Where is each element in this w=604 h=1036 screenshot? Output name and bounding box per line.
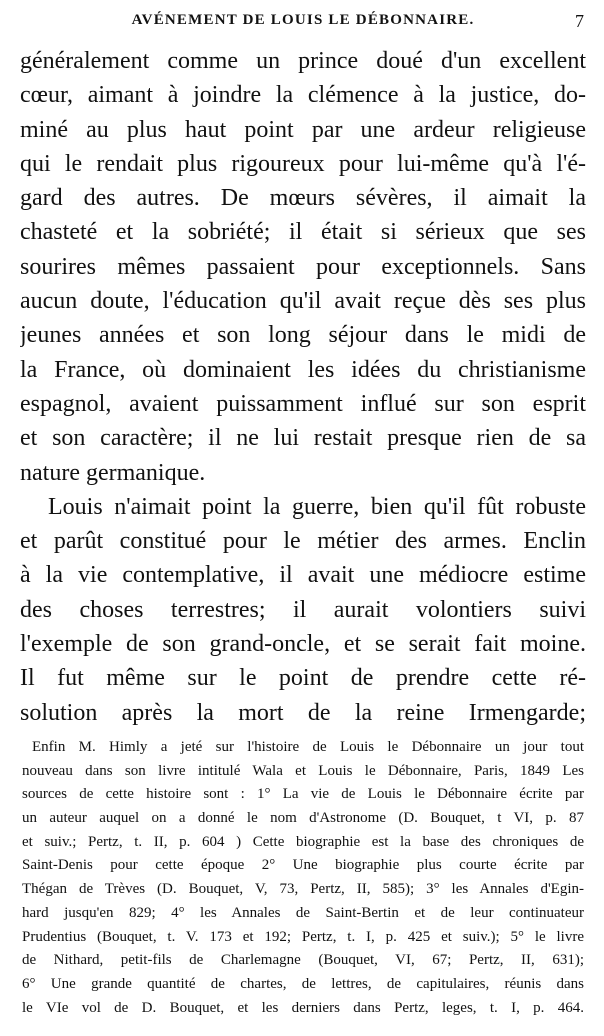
footnote-line: Prudentius (Bouquet, t. V. 173 et 192; Pertz, t. I, p. 425 et suiv.); 5° le livre: [22, 928, 584, 945]
footnote-line: Enfin M. Himly a jeté sur l'histoire de Louis le Débonnaire un jour tout: [32, 739, 584, 755]
footnote-line: Thégan de Trèves (D. Bouquet, V, 73, Pertz, II, 585); 3° les Annales d'Egin-: [22, 881, 584, 898]
body-line-paragraph-start: Louis n'aimait point la guerre, bien qu'il fût robuste: [48, 493, 586, 520]
body-line: aucun doute, l'éducation qu'il avait reçue dès ses plus: [20, 288, 586, 315]
body-line: l'exemple de son grand-oncle, et se serait fait moine.: [20, 631, 586, 658]
footnote-line: un auteur auquel on a donné le nom d'Astronome (D. Bouquet, t VI, p. 87: [22, 810, 584, 827]
footnote-line: sources de cette histoire sont : 1° La vie de Louis le Débonnaire écrite par: [22, 786, 584, 803]
footnote-line: le VIe vol de D. Bouquet, et les derniers dans Pertz, leges, t. I, p. 464.: [22, 999, 584, 1016]
body-line: généralement comme un prince doué d'un excellent: [20, 48, 586, 74]
body-line: et parût constitué pour le métier des armes. Enclin: [20, 528, 586, 555]
footnote-line: Saint-Denis pour cette époque 2° Une biographie plus courte écrite par: [22, 857, 584, 874]
body-text: [20, 44, 586, 730]
footnote-line: et suiv.; Pertz, t. II, p. 604 ) Cette biographie est la base des chroniques de: [22, 833, 584, 850]
body-line: la France, où dominaient les idées du christianisme: [20, 356, 586, 383]
body-line-paragraph-end: nature germanique.: [20, 459, 206, 486]
footnote-line: nouveau dans son livre intitulé Wala et Louis le Débonnaire, Paris, 1849 Les: [22, 762, 584, 779]
body-line: Il fut même sur le point de prendre cette ré-: [20, 665, 586, 692]
body-line: espagnol, avaient puissamment influé sur son esprit: [20, 390, 586, 417]
footnotes: [22, 736, 584, 1020]
body-line: à la vie contemplative, il avait une médiocre estime: [20, 562, 586, 589]
footnote-line: 6° Une grande quantité de chartes, de lettres, de capitulaires, réunis dans: [22, 975, 584, 992]
body-line: gard des autres. De mœurs sévères, il aimait la: [20, 185, 586, 212]
footnote-line: de Nithard, petit-fils de Charlemagne (Bouquet, VI, 67; Pertz, II, 631);: [22, 952, 584, 969]
page-header: [20, 12, 586, 36]
footnote-line: hard jusqu'en 829; 4° les Annales de Saint-Bertin et de leur continuateur: [22, 904, 584, 921]
page-number: 7: [575, 11, 584, 31]
body-line: des choses terrestres; il aurait volontiers suivi: [20, 596, 586, 623]
body-line: cœur, aimant à joindre la clémence à la justice, do-: [20, 82, 586, 109]
body-line: sourires mêmes passaient pour exceptionnels. Sans: [20, 253, 586, 280]
body-line: et son caractère; il ne lui restait presque rien de sa: [20, 425, 586, 452]
body-line: miné au plus haut point par une ardeur religieuse: [20, 116, 586, 143]
body-line: chasteté et la sobriété; il était si sérieux que ses: [20, 219, 586, 246]
body-line: jeunes années et son long séjour dans le midi de: [20, 322, 586, 349]
body-line: qui le rendait plus rigoureux pour lui-même qu'à l'é-: [20, 150, 586, 177]
running-head: AVÉNEMENT DE LOUIS LE DÉBONNAIRE.: [131, 12, 475, 28]
body-line: solution après la mort de la reine Irmengarde;: [20, 699, 586, 726]
